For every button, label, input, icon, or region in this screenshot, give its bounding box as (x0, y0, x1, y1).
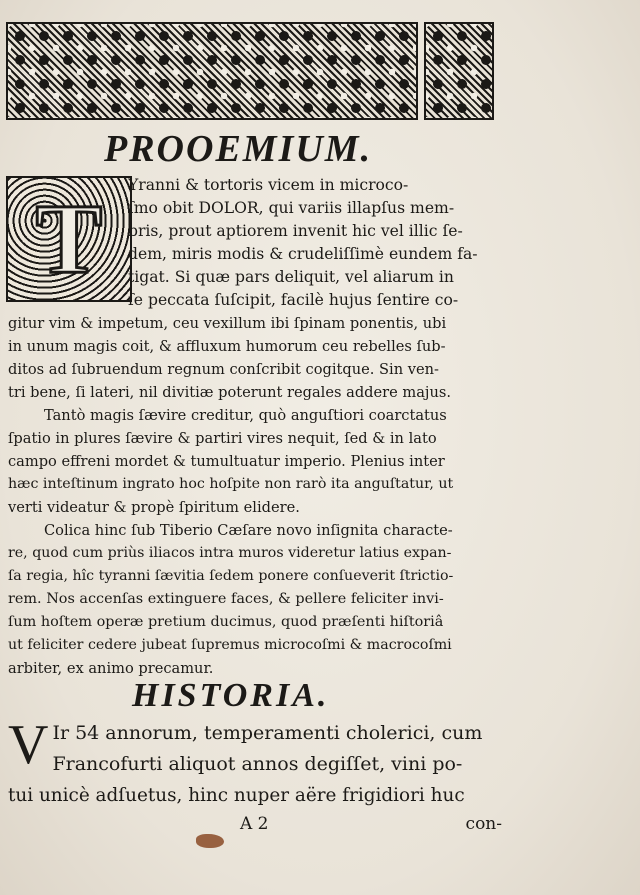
text-line: ſe peccata ſuſcipit, facilè hujus ſentire co- (128, 291, 459, 309)
text-line: ditos ad ſubruendum regnum conſcribit cogitque. Sin ven- (8, 361, 439, 378)
text-line: tui unicè adſuetus, hinc nuper aëre frigidiori huc (8, 785, 465, 806)
text-line: bris, prout aptiorem invenit hic vel illic ſe- (128, 222, 463, 240)
ornament-block-left (6, 22, 418, 120)
text-line: campo effreni mordet & tumultuatur imperio. Plenius inter (8, 453, 445, 470)
text-line: ut feliciter cedere jubeat ſupremus microcoſmi & macrocoſmi (8, 637, 452, 653)
historia-text (8, 714, 500, 811)
initial-letter: V (8, 714, 49, 776)
text-line: gitur vim & impetum, ceu vexillum ibi ſpinam ponentis, ubi (8, 315, 447, 332)
catchword: con- (465, 814, 502, 834)
text-line: tigat. Si quæ pars deliquit, vel aliarum in (128, 268, 454, 286)
text-line: in unum magis coit, & affluxum humorum ceu rebelles ſub- (8, 338, 446, 355)
text-line: arbiter, ex animo precamur. (8, 660, 214, 677)
text-line: Tantò magis ſævire creditur, quò anguſtiori coarctatus (44, 407, 447, 424)
text-line: Ir 54 annorum, temperamenti cholerici, cum (52, 722, 483, 744)
initial-letter: T (35, 183, 103, 294)
text-line: ſpatio in plures ſævire & partiri vires nequit, ſed & in lato (8, 430, 437, 447)
text-line: Francofurti aliquot annos degiſſet, vini po- (52, 753, 463, 775)
text-line: hæc inteſtinum ingrato hoc hoſpite non rarò ita anguſtatur, ut (8, 476, 454, 492)
text-line: re, quod cum priùs iliacos intra muros videretur latius expan- (8, 545, 452, 561)
page-footer (240, 814, 502, 842)
section-title: HISTORIA. (132, 677, 330, 714)
text-line: Yranni & tortoris vicem in microco- (128, 176, 409, 194)
text-line: rem. Nos accenſas extinguere faces, & pellere feliciter invi- (8, 591, 444, 607)
text-line: Colica hinc ſub Tiberio Cæſare novo inſignita characte- (44, 522, 453, 539)
ornament-block-right (424, 22, 494, 120)
text-line: tri bene, ſi lateri, nil divitiæ poterunt regales addere majus. (8, 384, 451, 401)
text-line: ſmo obit DOLOR, qui variis illapſus mem- (128, 199, 455, 217)
text-line: ſum hoſtem operæ pretium ducimus, quod præſenti hiſtoriâ (8, 614, 444, 630)
text-line: ſa regia, hîc tyranni ſævitia ſedem ponere conſueverit ſtrictio- (8, 568, 454, 584)
page-title: PROOEMIUM. (104, 128, 373, 170)
signature-mark: A 2 (240, 814, 269, 834)
ink-blot (196, 834, 224, 848)
header-ornament (6, 22, 494, 120)
text-line: verti videatur & propè ſpiritum elidere. (8, 499, 300, 516)
text-line: dem, miris modis & crudeliſſimè eundem fa- (128, 245, 478, 263)
proemium-text (8, 174, 498, 680)
